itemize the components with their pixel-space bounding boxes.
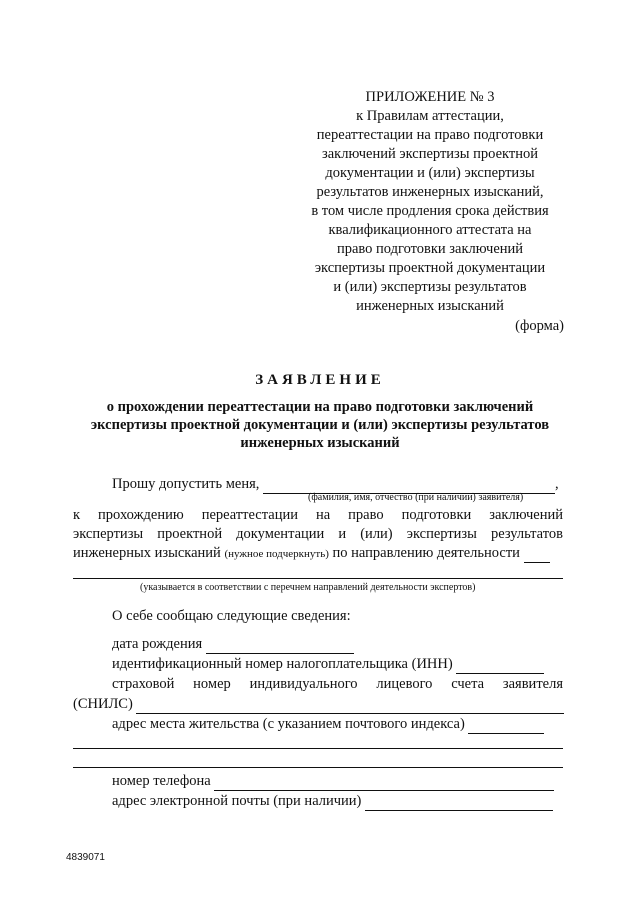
direction-field-start[interactable] [524,545,550,563]
address-label: адрес места жительства (с указанием почтового индекса) [112,716,465,732]
request-line3-start: инженерных изысканий [73,545,221,561]
appendix-line: ПРИЛОЖЕНИЕ № 3 [365,89,495,105]
request-suffix: , [555,476,559,492]
snils-field[interactable] [136,696,564,714]
inn-field[interactable] [456,656,544,674]
appendix-line: документации и (или) экспертизы [325,165,535,181]
birth-date-field[interactable] [206,636,354,654]
email-field[interactable] [365,793,553,811]
inn-row [112,656,544,674]
snils-label-line-2: (СНИЛС) [73,696,133,712]
request-line3-note: (нужное подчеркнуть) [224,548,329,560]
appendix-header [290,88,570,316]
email-label: адрес электронной почты (при наличии) [112,793,362,809]
phone-label: номер телефона [112,773,211,789]
request-text-line-2: экспертизы проектной документации и (или) экспертизы результатов [73,526,563,542]
direction-field[interactable] [73,578,563,579]
appendix-line: и (или) экспертизы результатов [333,279,527,295]
subtitle-line: о прохождении переаттестации на право подготовки заключений [106,399,534,415]
snils-row [73,696,564,714]
phone-field[interactable] [214,773,554,791]
address-row [112,716,544,734]
appendix-line: к Правилам аттестации, [356,108,504,124]
email-row [112,793,553,811]
appendix-line: право подготовки заключений [336,241,524,257]
appendix-line: результатов инженерных изысканий, [316,184,544,200]
birth-date-label: дата рождения [112,636,203,652]
document-code: 4839071 [66,852,105,863]
document-subtitle [70,398,570,452]
appendix-line: квалификационного аттестата на [328,222,532,238]
inn-label: идентификационный номер налогоплательщика (ИНН) [112,656,453,672]
appendix-line: переаттестации на право подготовки [316,127,544,143]
subtitle-line: экспертизы проектной документации и (или) экспертизы результатов [90,417,550,433]
phone-row [112,773,554,791]
appendix-line: инженерных изысканий [356,298,504,314]
direction-hint: (указывается в соответствии с перечнем направлений деятельности экспертов) [140,582,476,593]
request-text-line-3 [73,545,550,563]
address-field-start[interactable] [468,716,544,734]
address-field-line-3[interactable] [73,767,563,768]
address-field-line-2[interactable] [73,748,563,749]
appendix-line: в том числе продления срока действия [311,203,549,219]
request-prefix: Прошу допустить меня, [112,476,260,492]
info-intro: О себе сообщаю следующие сведения: [112,608,351,624]
request-text-line-1: к прохождению переаттестации на право подготовки заключений [73,507,563,523]
form-label: (форма) [515,318,564,334]
request-line3-end: по направлению деятельности [332,545,520,561]
document-title: ЗАЯВЛЕНИЕ [255,372,385,388]
snils-label-line-1: страховой номер индивидуального лицевого счета заявителя [112,676,563,692]
applicant-name-hint: (фамилия, имя, отчество (при наличии) заявителя) [308,492,524,503]
appendix-line: заключений экспертизы проектной [322,146,538,162]
appendix-line: экспертизы проектной документации [314,260,546,276]
subtitle-line: инженерных изысканий [240,435,400,451]
birth-date-row [112,636,354,654]
